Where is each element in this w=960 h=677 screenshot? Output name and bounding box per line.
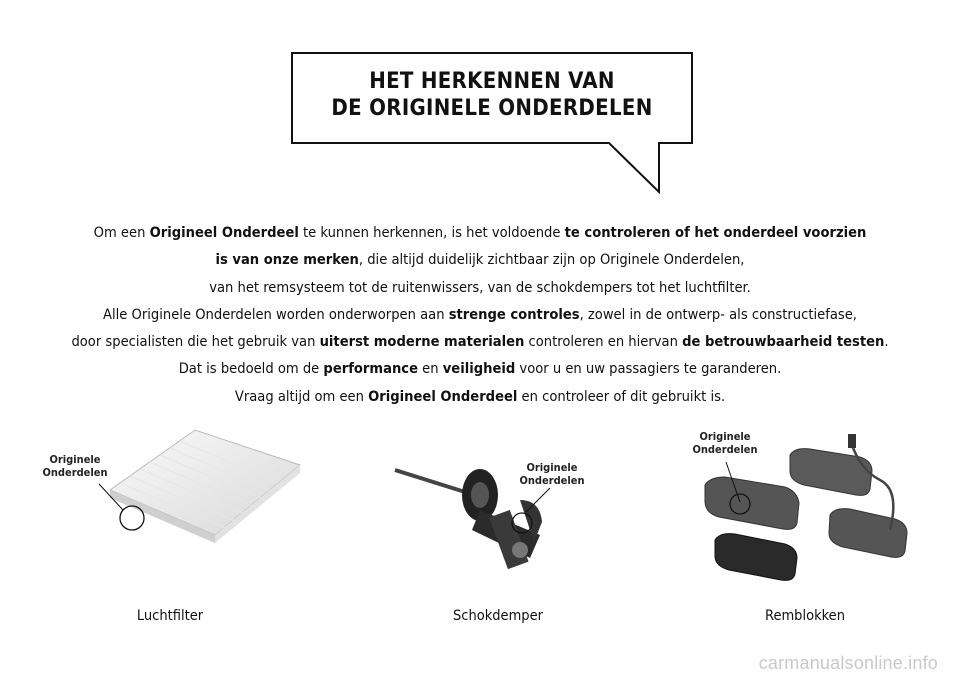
air-filter-callout <box>40 453 110 479</box>
text: controleren en hiervan <box>524 333 683 351</box>
caption-schokdemper: Schokdemper <box>453 608 543 624</box>
text: , die altijd duidelijk zichtbaar zijn op Originele Onderdelen, <box>358 251 745 269</box>
page-title <box>292 68 692 122</box>
intro-line-3 <box>40 274 920 301</box>
title-line-1: HET HERKENNEN VAN <box>369 69 615 94</box>
callout-text: Originele <box>699 430 751 443</box>
emphasis: Origineel Onderdeel <box>149 224 299 241</box>
intro-line-5 <box>40 328 920 355</box>
intro-paragraph <box>40 219 920 410</box>
text: van het remsysteem tot de ruitenwissers, van de schokdempers tot het luchtfilter. <box>209 278 751 296</box>
text: te kunnen herkennen, is het voldoende <box>298 224 565 241</box>
caption-luchtfilter: Luchtfilter <box>136 608 204 624</box>
intro-line-4 <box>40 301 920 328</box>
intro-line-1 <box>40 219 920 246</box>
watermark: carmanualsonline.info <box>758 653 938 673</box>
shock-absorber-leader-line <box>520 486 560 516</box>
callout-text: Onderdelen <box>42 466 108 479</box>
callout-text: Onderdelen <box>519 474 585 487</box>
callout-text: Originele <box>526 461 578 474</box>
emphasis: strenge controles <box>448 305 580 323</box>
intro-line-7 <box>40 383 920 410</box>
emphasis: de betrouwbaarheid testen <box>682 333 885 351</box>
text: Dat is bedoeld om de <box>178 360 324 378</box>
text: , zowel in de ontwerp- als constructiefase, <box>579 305 857 323</box>
text: Vraag altijd om een <box>234 387 369 405</box>
emphasis: te controleren of het onderdeel voorzien <box>564 224 867 241</box>
text: Om een <box>93 224 150 241</box>
emphasis: performance <box>323 360 418 378</box>
air-filter-leader-line <box>95 480 135 520</box>
intro-line-2 <box>40 246 920 273</box>
text: door specialisten die het gebruik van <box>71 333 320 351</box>
emphasis: Origineel Onderdeel <box>368 387 518 405</box>
text: voor u en uw passagiers te garanderen. <box>515 360 782 378</box>
emphasis: uiterst moderne materialen <box>319 333 525 351</box>
intro-line-6 <box>40 355 920 382</box>
callout-text: Onderdelen <box>692 443 758 456</box>
shock-absorber-callout <box>517 461 587 487</box>
title-line-2: DE ORIGINELE ONDERDELEN <box>331 96 653 121</box>
emphasis: veiligheid <box>442 360 516 378</box>
text: en controleer of dit gebruikt is. <box>517 387 726 405</box>
text: Alle Originele Onderdelen worden onderworpen aan <box>103 305 449 323</box>
emphasis: is van onze merken <box>215 251 359 269</box>
text: en <box>418 360 443 378</box>
brake-pads-leader-line <box>720 460 760 510</box>
text: . <box>884 333 889 351</box>
brake-pads-callout <box>690 430 760 456</box>
caption-remblokken: Remblokken <box>765 608 845 624</box>
callout-text: Originele <box>49 453 101 466</box>
